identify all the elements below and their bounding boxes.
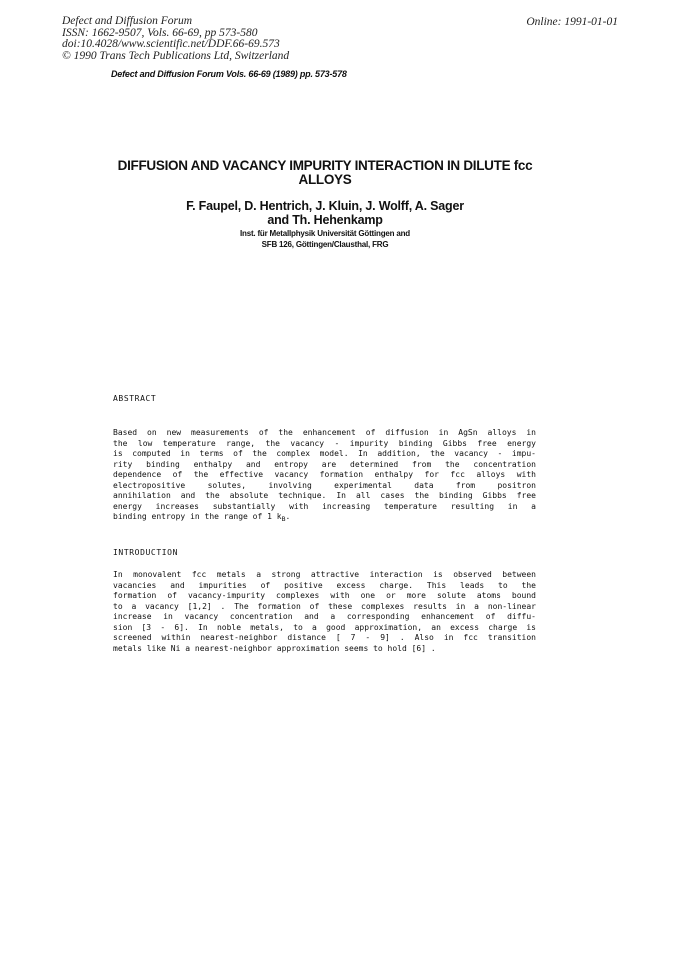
intro-line: increase in vacancy concentration and a corresponding enhancement of diffu- [113, 612, 536, 621]
boltzmann-subscript: B [281, 515, 286, 523]
title-line: ALLOYS [298, 172, 352, 187]
intro-line: sion [3 - 6]. In noble metals, to a good approximation, an excess charge is [113, 622, 536, 632]
abstract-line: rity binding enthalpy and entropy are determined from the concentration [113, 459, 536, 469]
intro-line: to a vacancy [1,2] . The formation of these complexes results in a non-linear [113, 601, 536, 611]
title-line: DIFFUSION AND VACANCY IMPURITY INTERACTION IN DILUTE fcc [117, 158, 533, 173]
abstract-line: dependence of the effective vacancy formation enthalpy for fcc alloys with [113, 470, 536, 479]
introduction-heading: INTRODUCTION [113, 548, 178, 557]
abstract-heading: ABSTRACT [113, 394, 157, 403]
online-date: Online: 1991-01-01 [526, 16, 618, 28]
abstract-line: energy increases substantially with increasing temperature resulting in a [113, 501, 536, 511]
abstract-body [113, 428, 536, 525]
affiliation [175, 229, 475, 250]
abstract-line: Based on new measurements of the enhancement of diffusion in AgSn alloys in [113, 428, 536, 437]
abstract-line: electropositive solutes, involving experimental data from positron [113, 480, 536, 490]
introduction-body [113, 570, 536, 654]
affiliation-line: Inst. für Metallphysik Universität Göttingen and [240, 229, 410, 238]
citation-journal: Defect and Diffusion Forum [62, 15, 192, 27]
intro-line: formation of vacancy-impurity complexes with one or more solute atoms bound [113, 591, 536, 600]
intro-line: vacancies and impurities of positive excess charge. This leads to the [113, 580, 536, 590]
abstract-line: is computed in terms of the complex model. In addition, the vacancy - impu- [113, 449, 536, 458]
citation-header [62, 16, 289, 62]
intro-line: metals like Ni a nearest-neighbor approximation seems to hold [6] . [113, 643, 436, 653]
abstract-line: the low temperature range, the vacancy - impurity binding Gibbs free energy [113, 438, 536, 448]
author-line: F. Faupel, D. Hentrich, J. Kluin, J. Wolff, A. Sager [186, 199, 464, 213]
paper-title [100, 159, 550, 187]
citation-copyright: © 1990 Trans Tech Publications Ltd, Switzerland [62, 49, 290, 62]
intro-line: screened within nearest-neighbor distance [ 7 - 9] . Also in fcc transition [113, 633, 536, 642]
author-line: and Th. Hehenkamp [267, 212, 383, 227]
journal-line: Defect and Diffusion Forum Vols. 66-69 (1989) pp. 573-578 [111, 69, 347, 79]
intro-line: In monovalent fcc metals a strong attractive interaction is observed between [113, 570, 536, 579]
abstract-last-period: . [285, 512, 291, 521]
abstract-last-text: binding entropy in the range of 1 k [113, 512, 282, 521]
citation-issn: ISSN: 1662-9507, Vols. 66-69, pp 573-580 [62, 26, 258, 39]
authors [150, 200, 500, 227]
abstract-last-line [113, 512, 536, 525]
affiliation-line: SFB 126, Göttingen/Clausthal, FRG [261, 239, 389, 249]
citation-doi: doi:10.4028/www.scientific.net/DDF.66-69.573 [62, 38, 280, 50]
abstract-line: annihilation and the absolute technique. In all cases the binding Gibbs free [113, 491, 536, 500]
